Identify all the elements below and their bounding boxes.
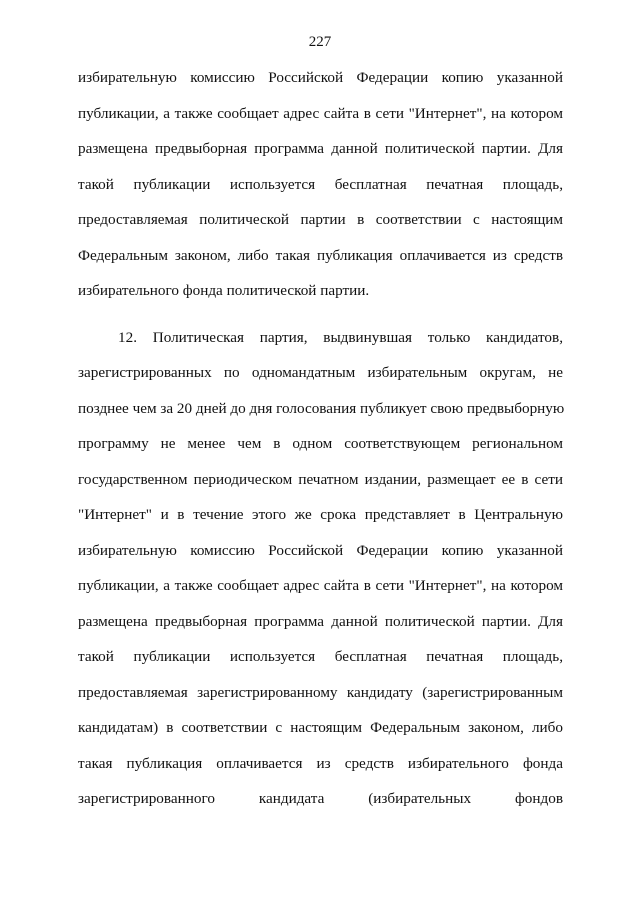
paragraph-continuation — [78, 67, 563, 316]
text-line: публикации, а также сообщает адрес сайта в сети "Интернет", на котором — [78, 577, 563, 594]
paragraph-gap — [78, 316, 563, 327]
text-line: размещена предвыборная программа данной политической партии. Для — [78, 140, 563, 157]
text-line: государственном периодическом печатном издании, размещает ее в сети — [78, 470, 563, 488]
text-line: зарегистрированных по одномандатным избирательным округам, не — [78, 364, 563, 381]
text-line: 12. Политическая партия, выдвинувшая только кандидатов, — [118, 328, 563, 346]
text-line: "Интернет" и в течение этого же срока представляет в Центральную — [78, 506, 563, 523]
text-line: зарегистрированного кандидата (избирательных фондов — [78, 790, 563, 807]
text-line: кандидатам) в соответствии с настоящим Федеральным законом, либо — [78, 719, 563, 736]
paragraph-item-12 — [78, 327, 563, 824]
text-line: размещена предвыборная программа данной политической партии. Для — [78, 612, 563, 630]
text-line: Федеральным законом, либо такая публикация оплачивается из средств — [78, 246, 563, 264]
text-line: позднее чем за 20 дней до дня голосования публикует свою предвыборную — [78, 399, 565, 417]
document-body — [78, 67, 563, 824]
text-line: предоставляемая зарегистрированному кандидату (зарегистрированным — [78, 683, 563, 701]
text-line: такая публикация оплачивается из средств избирательного фонда — [78, 754, 563, 772]
text-line: избирательного фонда политической партии. — [78, 282, 370, 299]
text-line: программу не менее чем в одном соответствующем региональном — [78, 435, 563, 452]
text-line: такой публикации используется бесплатная печатная площадь, — [78, 648, 563, 665]
text-line: предоставляемая политической партии в соответствии с настоящим — [78, 211, 563, 228]
text-line: избирательную комиссию Российской Федерации копию указанной — [78, 541, 563, 559]
page-number: 227 — [308, 34, 332, 50]
text-line: избирательную комиссию Российской Федерации копию указанной — [78, 69, 563, 86]
text-line: такой публикации используется бесплатная печатная площадь, — [78, 175, 563, 193]
text-line: публикации, а также сообщает адрес сайта в сети "Интернет", на котором — [78, 104, 563, 122]
